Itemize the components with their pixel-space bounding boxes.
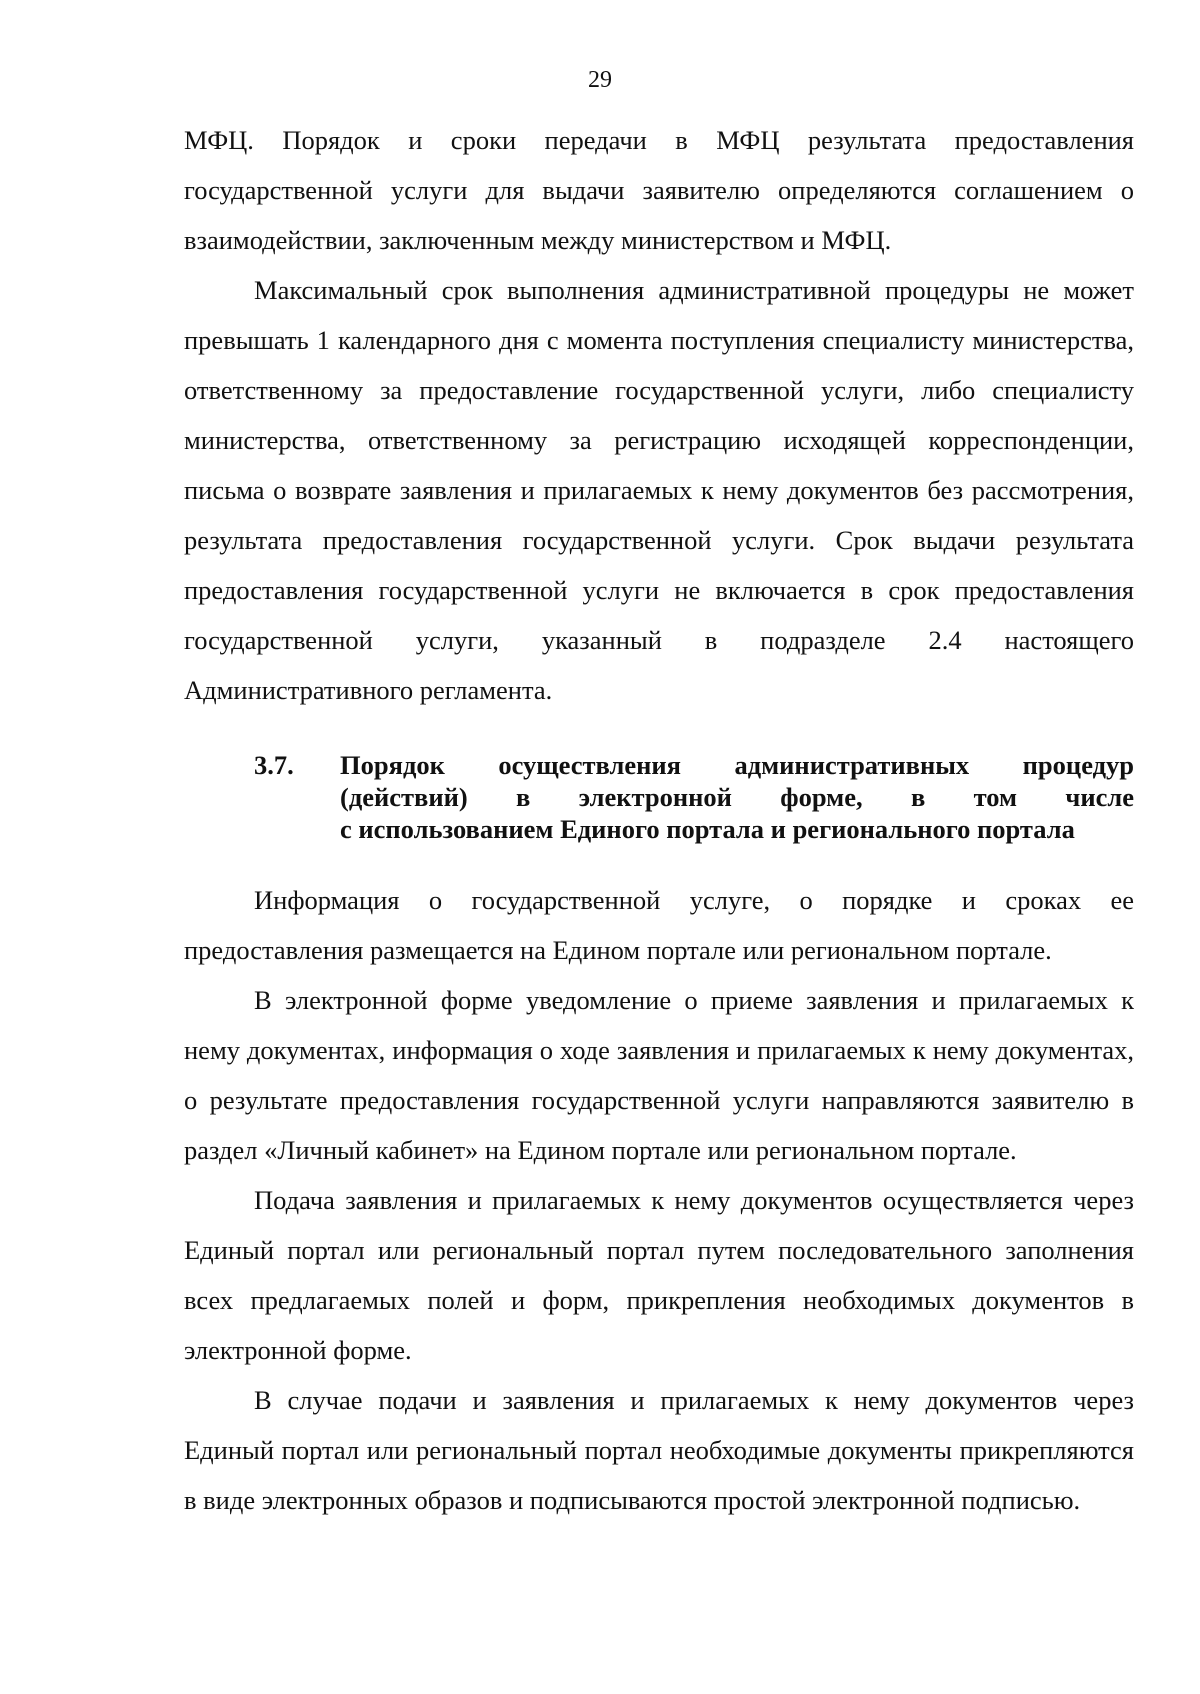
paragraph-continuation: МФЦ. Порядок и сроки передачи в МФЦ результата предоставления государственной услуги для выдачи заявителю определяются соглашением о взаимодействии, заключенным между министерством и МФЦ. xyxy=(184,125,1134,255)
paragraph-info: Информация о государственной услуге, о порядке и сроках ее предоставления размещается на Едином портале или региональном портале. xyxy=(184,885,1134,965)
paragraph-signature: В случае подачи и заявления и прилагаемых к нему документов через Единый портал или региональный портал необходимые документы прикрепляются в виде электронных образов и подписываются простой электронной подписью. xyxy=(184,1385,1134,1515)
section-number: 3.7. xyxy=(254,750,294,780)
paragraph-submission: Подача заявления и прилагаемых к нему документов осуществляется через Единый портал или региональный портал путем последовательного заполнения всех предлагаемых полей и форм, прикрепления необходимых документов в электронной форме. xyxy=(184,1185,1134,1365)
document-body xyxy=(184,115,1134,1525)
section-title xyxy=(340,749,1134,845)
page-number: 29 xyxy=(588,67,612,93)
paragraph-max-term: Максимальный срок выполнения административной процедуры не может превышать 1 календарного дня с момента поступления специалисту министерства, ответственному за предоставление государственной услуги, либо специалисту министерства, ответственному за регистрацию исходящей корреспонденции, письма о возврате заявления и прилагаемых к нему документов без рассмотрения, результата предоставления государственной услуги. Срок выдачи результата предоставления государственной услуги не включается в срок предоставления государственной услуги, указанный в подразделе 2.4 настоящего Административного регламента. xyxy=(184,275,1134,705)
section-title-line: (действий) в электронной форме, в том числе xyxy=(340,782,1134,812)
section-title-line: Порядок осуществления административных процедур xyxy=(340,750,1134,780)
paragraph-electronic-notice: В электронной форме уведомление о приеме заявления и прилагаемых к нему документах, информация о ходе заявления и прилагаемых к нему документах, о результате предоставления государственной услуги направляются заявителю в раздел «Личный кабинет» на Едином портале или региональном портале. xyxy=(184,985,1134,1165)
section-title-line: с использованием Единого портала и регионального портала xyxy=(340,814,1075,844)
section-heading xyxy=(184,749,1134,845)
